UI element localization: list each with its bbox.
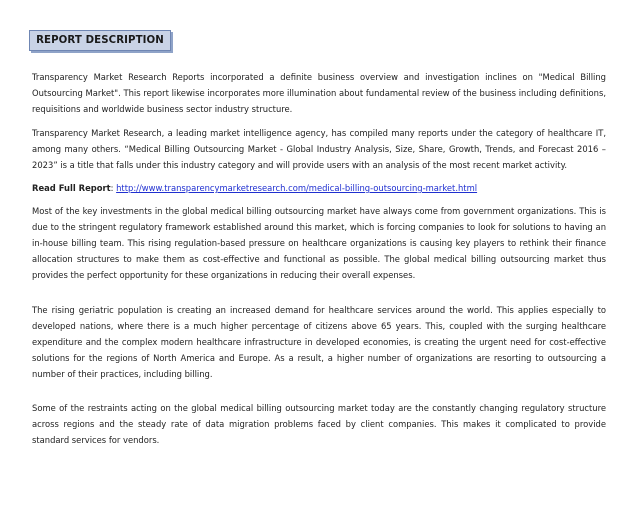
report-link[interactable]: http://www.transparencymarketresearch.com/medical-billing-outsourcing-market.html [116, 183, 478, 193]
read-full-report-separator: : [110, 183, 117, 193]
read-full-report-label: Read Full Report [32, 183, 111, 193]
paragraph-intro: Transparency Market Research Reports incorporated a definite business overview and investigation inclines on "Medical Billing Outsourcing Market". This report likewise incorporates more illumination about fundamental review of the business including definitions, requisitions and worldwide business sector industry structure. [32, 72, 606, 114]
paragraph-investments: Most of the key investments in the global medical billing outsourcing market have always come from government organizations. This is due to the stringent regulatory framework established around this market, which is forcing companies to look for solutions to having an in-house billing team. This rising regulation-based pressure on healthcare organizations is causing key players to rethink their finance allocation structures to make them as cost-effective and functional as possible. The global medical billing outsourcing market thus provides the perfect opportunity for these organizations in reducing their overall expenses. [32, 206, 606, 280]
paragraph-tmr: Transparency Market Research, a leading market intelligence agency, has compiled many reports under the category of healthcare IT, among many others. “Medical Billing Outsourcing Market - Global Industry Analysis, Size, Share, Growth, Trends, and Forecast 2016 – 2023” is a title that falls under this industry category and will provide users with an analysis of the most recent market activity. [32, 128, 606, 170]
paragraph-geriatric: The rising geriatric population is creating an increased demand for healthcare services around the world. This applies especially to developed nations, where there is a much higher percentage of citizens above 65 years. This, coupled with the surging healthcare expenditure and the complex modern healthcare infrastructure in developed economies, is creating the urgent need for cost-effective solutions for the regions of North America and Europe. As a result, a higher number of organizations are resorting to outsourcing a number of their practices, including billing. [32, 305, 606, 379]
read-full-report-line [32, 180, 606, 196]
report-description-heading: REPORT DESCRIPTION [29, 30, 171, 51]
paragraph-restraints: Some of the restraints acting on the global medical billing outsourcing market today are the constantly changing regulatory structure across regions and the steady rate of data migration problems faced by client companies. This makes it complicated to provide standard services for vendors. [32, 403, 606, 445]
report-body [32, 69, 606, 448]
